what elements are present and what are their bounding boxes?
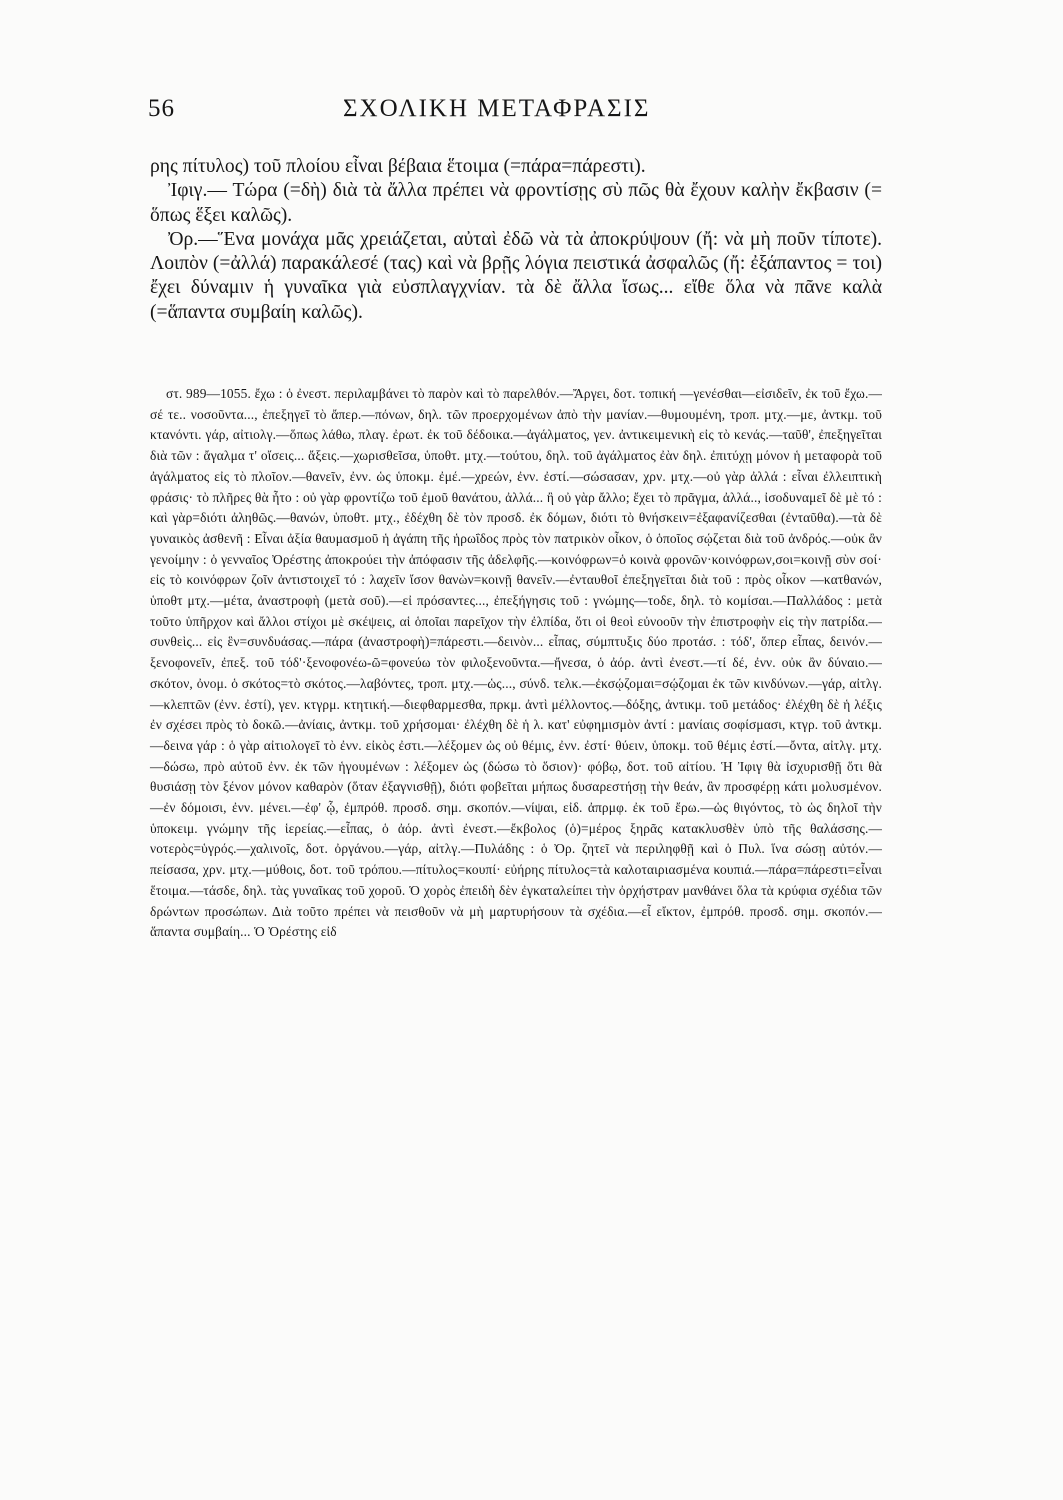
translation-text: [150, 155, 882, 325]
translation-paragraph: ρης πίτυλος) τοῦ πλοίου εἶναι βέβαια ἕτοιμα (=πάρα=πάρεστι).: [150, 156, 646, 177]
page-number: 56: [148, 95, 175, 122]
commentary-notes: [150, 384, 882, 943]
running-title: ΣΧΟΛΙΚΗ ΜΕΤΑΦΡΑΣΙΣ: [343, 95, 651, 122]
commentary-paragraph: στ. 989—1055. ἔχω : ὁ ἐνεστ. περιλαμβάνει τὸ παρὸν καὶ τὸ παρελθόν.—Ἄργει, δοτ. τοπική —γενέσθαι—εἰσιδεῖν, ἐκ τοῦ ἔχω.—σέ τε.. νοσοῦντα..., ἐπεξηγεῖ τὸ ἄπερ.—πόνων, δηλ. τῶν προερχομένων ἀπὸ τὴν μανίαν.—θυμουμένη, τροπ. μτχ.—με, ἀντκμ. τοῦ κτανόντι. γάρ, αἰτιολγ.—ὅπως λάθω, πλαγ. ἐρωτ. ἐκ τοῦ δέδοικα.—ἀγάλματος, γεν. ἀντικειμενικὴ εἰς τὸ κενάς.—ταῦθ', ἐπεξηγεῖται διὰ τῶν : ἄγαλμα τ' οἴσεις... ἄξεις.—χωρισθεῖσα, ὑποθτ. μτχ.—τούτου, δηλ. τοῦ ἀγάλματος ἐὰν δηλ. ἐπιτύχῃ μόνον ἡ μεταφορὰ τοῦ ἀγάλματος εἰς τὸ πλοῖον.—θανεῖν, ἐνν. ὡς ὑποκμ. ἐμέ.—χρεών, ἐνν. ἐστί.—σώσασαν, χρν. μτχ.—οὐ γὰρ ἀλλά : εἶναι ἐλλειπτικὴ φράσις· τὸ πλῆρες θὰ ἦτο : οὐ γὰρ φροντίζω τοῦ ἐμοῦ θανάτου, ἀλλά... ἢ οὐ γὰρ ἄλλο; ἔχει τὸ πρᾶγμα, ἀλλά.., ἰσοδυναμεῖ δὲ μὲ τό : καὶ γὰρ=διότι ἀληθῶς.—θανών, ὑποθτ. μτχ., ἐδέχθη δὲ τὸν προσδ. ἐκ δόμων, διότι τὸ θνήσκειν=ἐξαφανίζεσθαι (ἐνταῦθα).—τὰ δὲ γυναικὸς ἀσθενῆ : Εἶναι ἀξία θαυμασμοῦ ἡ ἀγάπη τῆς ἡρωΐδος πρὸς τὸν πατρικὸν οἶκον, ὁ ὁποῖος σῴζεται διὰ τοῦ ἀνδρός.—οὐκ ἂν γενοίμην : ὁ γενναῖος Ὀρέστης ἀποκρούει τὴν ἀπόφασιν τῆς ἀδελφῆς.—κοινόφρων=ὁ κοινὰ φρονῶν·κοινόφρων,σοι=κοινῇ σὺν σοί· εἰς τὸ κοινόφρων ζοῖν ἀντιστοιχεῖ τό : λαχεῖν ἴσον θανὼν=κοινῇ θανεῖν.—ἐνταυθοῖ ἐπεξηγεῖται διὰ τοῦ : πρὸς οἶκον —κατθανών, ὑποθτ μτχ.—μέτα, ἀναστροφὴ (μετὰ σοῦ).—εἰ πρόσαντες..., ἐπεξήγησις τοῦ : γνώμης—τοδε, δηλ. τὸ κομίσαι.—Παλλάδος : μετὰ τοῦτο ὑπῆρχον καὶ ἄλλοι στίχοι μὲ σκέψεις, αἱ ὁποῖαι παρεῖχον τὴν ἐλπίδα, ὅτι οἱ θεοὶ εὐνοοῦν τὴν ἐπιστροφὴν εἰς τὴν πατρίδα.—συνθεὶς... εἰς ἓν=συνδυάσας.—πάρα (ἀναστροφὴ)=πάρεστι.—δεινὸν... εἶπας, σύμπτυξις δύο προτάσ. : τόδ', ὅπερ εἶπας, δεινόν.—ξενοφονεῖν, ἐπεξ. τοῦ τόδ'·ξενοφονέω-ῶ=φονεύω τὸν φιλοξενοῦντα.—ἤνεσα, ὁ ἀόρ. ἀντὶ ἐνεστ.—τί δέ, ἐνν. οὐκ ἂν δύναιο.—σκότον, ὀνομ. ὁ σκότος=τὸ σκότος.—λαβόντες, τροπ. μτχ.—ὡς..., σύνδ. τελκ.—ἐκσῴζομαι=σῴζομαι ἐκ τῶν κινδύνων.—γάρ, αἰτλγ.—κλεπτῶν (ἐνν. ἐστί), γεν. κτγρμ. κτητική.—διεφθαρμεσθα, πρκμ. ἀντὶ μέλλοντος.—δόξης, ἀντικμ. τοῦ μετάδος· ἐλέχθη δὲ ἡ λέξις ἐν σχέσει πρὸς τὸ δοκῶ.—ἀνίαις, ἀντκμ. τοῦ χρήσομαι· ἐλέχθη δὲ ἡ λ. κατ' εὐφημισμὸν ἀντί : μανίαις σοφίσμασι, κτγρ. τοῦ ἀντκμ.—δεινα γάρ : ὁ γὰρ αἰτιολογεῖ τὸ ἐνν. εἰκὸς ἐστι.—λέξομεν ὡς οὐ θέμις, ἐνν. ἐστί· θύειν, ὑποκμ. τοῦ θέμις ἐστί.—ὄντα, αἰτλγ. μτχ.—δώσω, πρὸ αὐτοῦ ἐνν. ἐκ τῶν ἡγουμένων : λέξομεν ὡς (δώσω τὸ ὅσιον)· φόβῳ, δοτ. τοῦ αἰτίου. Ἡ Ἰφιγ θὰ ἰσχυρισθῇ ὅτι θὰ θυσιάσῃ τὸν ξένον μόνον καθαρὸν (ὅταν ἐξαγνισθῇ), διότι φοβεῖται μήπως δυσαρεστήσῃ τὴν θεάν, ἂν προσφέρῃ κάτι μολυσμένον.—ἐν δόμοισι, ἐνν. μένει.—ἐφ' ᾧ, ἐμπρόθ. προσδ. σημ. σκοπόν.—νίψαι, εἰδ. ἀπρμφ. ἐκ τοῦ ἔρω.—ὡς θιγόντος, τὸ ὡς δηλοῖ τὴν ὑποκειμ. γνώμην τῆς ἱερείας.—εἶπας, ὁ ἀόρ. ἀντὶ ἐνεστ.—ἔκβολος (ὁ)=μέρος ξηρᾶς κατακλυσθὲν ὑπὸ τῆς θαλάσσης.—νοτερὸς=ὑγρός.—χαλινοῖς, δοτ. ὀργάνου.—γάρ, αἰτλγ.—Πυλάδης : ὁ Ὀρ. ζητεῖ νὰ περιληφθῇ καὶ ὁ Πυλ. ἵνα σώσῃ αὐτόν.—πείσασα, χρν. μτχ.—μύθοις, δοτ. τοῦ τρόπου.—πίτυλος=κουπί· εὐήρης πίτυλος=τὰ καλοταιριασμένα κουπιά.—πάρα=πάρεστι=εἶναι ἕτοιμα.—τάσδε, δηλ. τὰς γυναῖκας τοῦ χοροῦ. Ὁ χορὸς ἐπειδὴ δὲν ἐγκαταλείπει τὴν ὀρχήστραν μανθάνει ὅλα τὰ κρύφια σχέδια τῶν δρώντων προσώπων. Διὰ τοῦτο πρέπει νὰ πεισθοῦν νὰ μὴ μαρτυρήσουν τὰ σχέδια.—εἶ εἴκτον, ἐμπρόθ. προσδ. σημ. σκοπόν.—ἅπαντα συμβαίη... Ὁ Ὀρέστης εἰδ: [150, 386, 882, 940]
translation-paragraph: Ἰφιγ.— Τώρα (=δὴ) διὰ τὰ ἄλλα πρέπει νὰ φροντίσῃς σὺ πῶς θὰ ἔχουν καλὴν ἔκβασιν (= ὅπως ἕξει καλῶς).: [150, 180, 882, 226]
page-header: [148, 95, 908, 135]
translation-paragraph: Ὀρ.—Ἕνα μονάχα μᾶς χρειάζεται, αὐταὶ ἐδῶ νὰ τὰ ἀποκρύψουν (ἤ: νὰ μὴ ποῦν τίποτε). Λοιπὸν (=ἀλλά) παρακάλεσέ (τας) καὶ νὰ βρῇς λόγια πειστικά ἀσφαλῶς (ἤ: ἐξάπαντος = τοι) ἔχει δύναμιν ἡ γυναῖκα γιὰ εὐσπλαγχνίαν. τὰ δὲ ἄλλα ἴσως... εἴθε ὅλα νὰ πᾶνε καλὰ (=ἅπαντα συμβαίη καλῶς).: [150, 228, 882, 323]
